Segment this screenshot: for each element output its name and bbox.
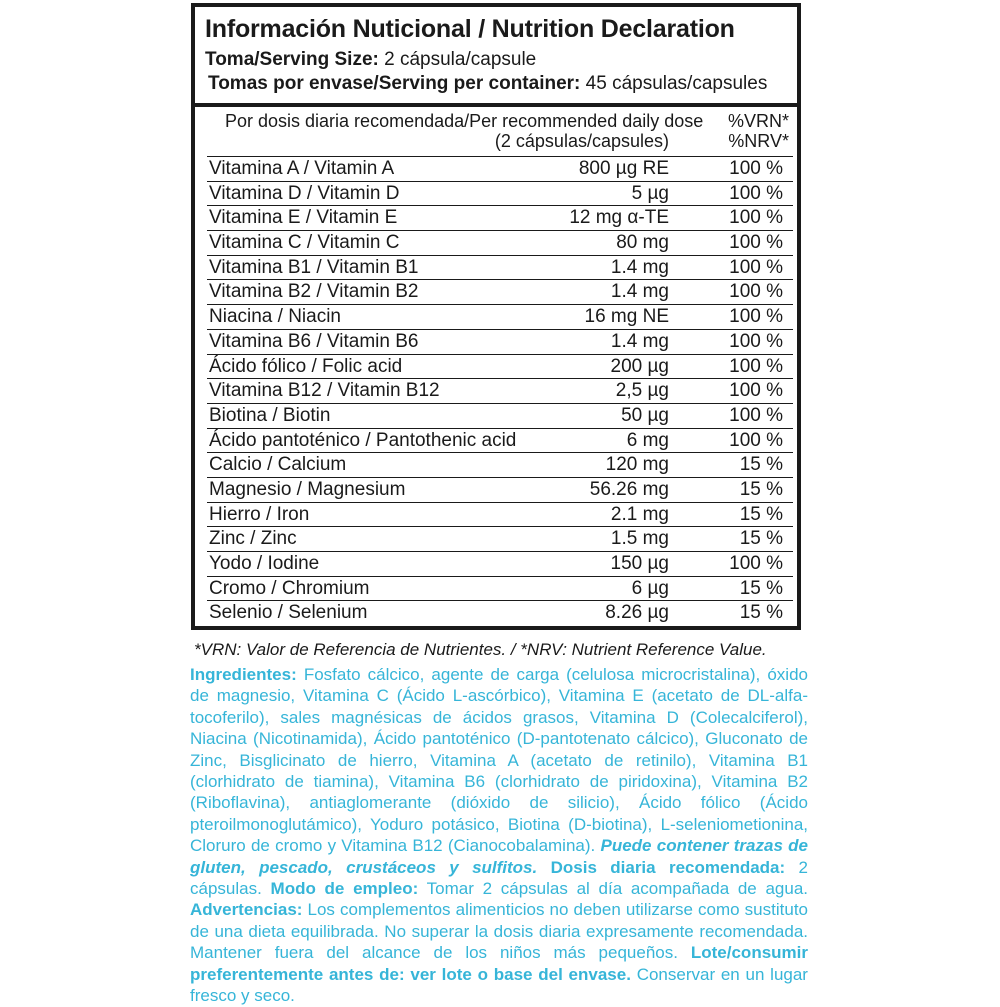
nutrient-percent: 100 % xyxy=(729,256,783,278)
nutrient-percent: 15 % xyxy=(739,528,783,550)
nutrient-row xyxy=(207,230,793,255)
nutrient-row xyxy=(207,477,793,502)
nutrient-percent: 100 % xyxy=(729,158,783,179)
nutrient-amount: 50 µg xyxy=(621,404,669,426)
nutrient-amount: 150 µg xyxy=(610,553,669,574)
nutrient-row xyxy=(207,600,793,625)
nutrient-amount: 16 mg NE xyxy=(584,306,669,328)
nutrient-row xyxy=(207,279,793,304)
dose-label: Dosis diaria recomendada: xyxy=(537,857,786,877)
nutrient-amount: 1.4 mg xyxy=(610,330,669,352)
nutrient-row xyxy=(207,378,793,403)
nutrient-row xyxy=(207,255,793,280)
nutrient-row xyxy=(207,205,793,230)
nutrient-percent: 100 % xyxy=(729,380,783,402)
nutrient-percent: 100 % xyxy=(729,404,783,426)
nutrient-percent: 100 % xyxy=(729,553,783,574)
nutrient-row xyxy=(207,403,793,428)
nutrient-percent: 100 % xyxy=(729,306,783,328)
nutrition-panel xyxy=(191,3,801,630)
nutrient-name: Yodo / Iodine xyxy=(209,553,320,574)
servings-per-container xyxy=(208,73,767,95)
nutrient-name: Vitamina B1 / Vitamin B1 xyxy=(209,256,419,278)
nutrient-name: Calcio / Calcium xyxy=(209,454,347,476)
nutrient-row xyxy=(207,576,793,601)
nutrient-name: Vitamina B6 / Vitamin B6 xyxy=(209,330,419,352)
dose-header xyxy=(225,111,704,151)
nutrient-row xyxy=(207,452,793,477)
nutrient-row xyxy=(207,181,793,206)
storage-text: Conservar en un lugar fresco y seco. xyxy=(190,964,808,1006)
nutrient-row xyxy=(207,156,793,181)
nutrient-name: Ácido fólico / Folic acid xyxy=(209,355,403,377)
nutrient-amount: 1.4 mg xyxy=(610,256,669,278)
nutrient-percent: 100 % xyxy=(729,232,783,254)
panel-title: Información Nuticional / Nutrition Declaration xyxy=(205,15,735,43)
nutrient-amount: 12 mg α-TE xyxy=(569,207,669,229)
serving-size xyxy=(205,49,536,71)
nutrient-percent: 100 % xyxy=(729,330,783,352)
percent-header-nrv: %NRV* xyxy=(728,131,789,151)
nutrient-percent: 15 % xyxy=(739,503,783,525)
nutrient-amount: 1.5 mg xyxy=(610,528,669,550)
nutrient-name: Hierro / Iron xyxy=(209,503,310,525)
nutrient-name: Vitamina D / Vitamin D xyxy=(209,182,400,204)
nutrient-percent: 15 % xyxy=(739,478,783,500)
nutrient-amount: 5 µg xyxy=(631,182,669,204)
nutrient-name: Magnesio / Magnesium xyxy=(209,478,406,500)
nutrient-amount: 8.26 µg xyxy=(605,602,669,624)
nutrient-name: Zinc / Zinc xyxy=(209,528,297,550)
nutrient-name: Selenio / Selenium xyxy=(209,602,368,624)
nutrient-amount: 1.4 mg xyxy=(610,281,669,303)
ingredients-label: Ingredientes: xyxy=(190,665,297,684)
nutrient-row xyxy=(207,526,793,551)
nutrient-name: Cromo / Chromium xyxy=(209,577,370,599)
warnings-label: Advertencias: xyxy=(190,900,303,920)
nutrient-row xyxy=(207,428,793,453)
nutrient-amount: 200 µg xyxy=(610,355,669,377)
dose-header-line2: (2 cápsulas/capsules) xyxy=(494,131,669,151)
nutrient-name: Ácido pantoténico / Pantothenic acid xyxy=(209,429,517,451)
nutrient-name: Vitamina E / Vitamin E xyxy=(209,207,398,229)
nutrient-amount: 80 mg xyxy=(616,232,669,254)
nutrient-amount: 6 mg xyxy=(626,429,669,451)
nutrient-percent: 100 % xyxy=(729,281,783,303)
serving-size-label: Toma/Serving Size: xyxy=(205,49,379,70)
nutrient-amount: 2,5 µg xyxy=(615,380,669,402)
servings-per-container-label: Tomas por envase/Serving per container: xyxy=(208,73,581,94)
footnote: *VRN: Valor de Referencia de Nutrientes. / *NRV: Nutrient Reference Value. xyxy=(194,640,767,659)
allergen-warning: Puede contener trazas de gluten, pescado, crustáceos y sulfitos. xyxy=(190,836,808,877)
nutrient-row xyxy=(207,502,793,527)
nutrient-row xyxy=(207,329,793,354)
nutrient-row xyxy=(207,551,793,576)
lot-label: Lote/consumir preferentemente antes de: ver lote o base del envase. xyxy=(190,943,808,984)
header-divider xyxy=(195,103,797,107)
usage-text: Tomar 2 cápsulas al día acompañada de agua. xyxy=(418,879,809,899)
nutrient-name: Vitamina C / Vitamin C xyxy=(209,232,400,254)
nutrient-percent: 15 % xyxy=(739,577,783,599)
percent-header-vrn: %VRN* xyxy=(727,111,789,131)
nutrient-percent: 100 % xyxy=(729,429,783,451)
nutrient-row xyxy=(207,304,793,329)
nutrient-name: Niacina / Niacin xyxy=(209,306,341,328)
nutrient-name: Vitamina A / Vitamin A xyxy=(209,158,395,179)
nutrient-amount: 120 mg xyxy=(605,454,669,476)
nutrient-percent: 100 % xyxy=(729,207,783,229)
nutrient-percent: 15 % xyxy=(739,602,783,624)
servings-per-container-value: 45 cápsulas/capsules xyxy=(580,73,768,94)
nutrient-name: Vitamina B2 / Vitamin B2 xyxy=(209,281,419,303)
usage-label: Modo de empleo: xyxy=(261,879,419,899)
nutrient-amount: 6 µg xyxy=(631,577,669,599)
warnings-text: Los complementos alimenticios no deben utilizarse como sustituto de una dieta equilibrada. No superar la dosis diaria expresamente recomendada. Mantener fuera del alcance de los niños más pequeños. xyxy=(190,900,808,963)
ingredients-text: Fosfato cálcico, agente de carga (celulosa microcristalina), óxido de magnesio, Vitamina C (Ácido L-ascórbico), Vitamina E (acetato de DL-alfa-tocoferilo), sales magnésicas de ácidos grasos, Vitamina D (Colecalciferol), Niacina (Nicotinamida), Ácido pantoténico (D-pantotenato cálcico), Gluconato de Zinc, Bisglicinato de hierro, Vitamina A (acetato de retinilo), Vitamina B1 (clorhidrato de tiamina), Vitamina B6 (clorhidrato de piridoxina), Vitamina B2 (Riboflavina), antiaglomerante (dióxido de silicio), Ácido fólico (Ácido pteroilmonoglutámico), Yoduro potásico, Biotina (D-biotina), L-seleniometionina, Cloruro de cromo y Vitamina B12 (Cianocobalamina). xyxy=(190,665,808,856)
serving-size-value: 2 cápsula/capsule xyxy=(378,49,537,70)
nutrient-table xyxy=(207,156,793,625)
dose-header-line1: Por dosis diaria recomendada/Per recommended daily dose xyxy=(225,111,704,131)
nutrient-name: Biotina / Biotin xyxy=(209,404,331,426)
nutrient-name: Vitamina B12 / Vitamin B12 xyxy=(209,380,440,402)
nutrient-amount: 56.26 mg xyxy=(589,478,669,500)
nutrient-percent: 100 % xyxy=(729,355,783,377)
nutrient-row xyxy=(207,354,793,379)
nutrient-amount: 800 µg RE xyxy=(578,158,669,179)
nutrient-percent: 15 % xyxy=(739,454,783,476)
ingredients-block xyxy=(190,664,808,1007)
nutrient-amount: 2.1 mg xyxy=(610,503,669,525)
percent-header xyxy=(713,111,789,151)
dose-text: 2 cápsulas. xyxy=(190,857,808,899)
nutrient-percent: 100 % xyxy=(729,182,783,204)
